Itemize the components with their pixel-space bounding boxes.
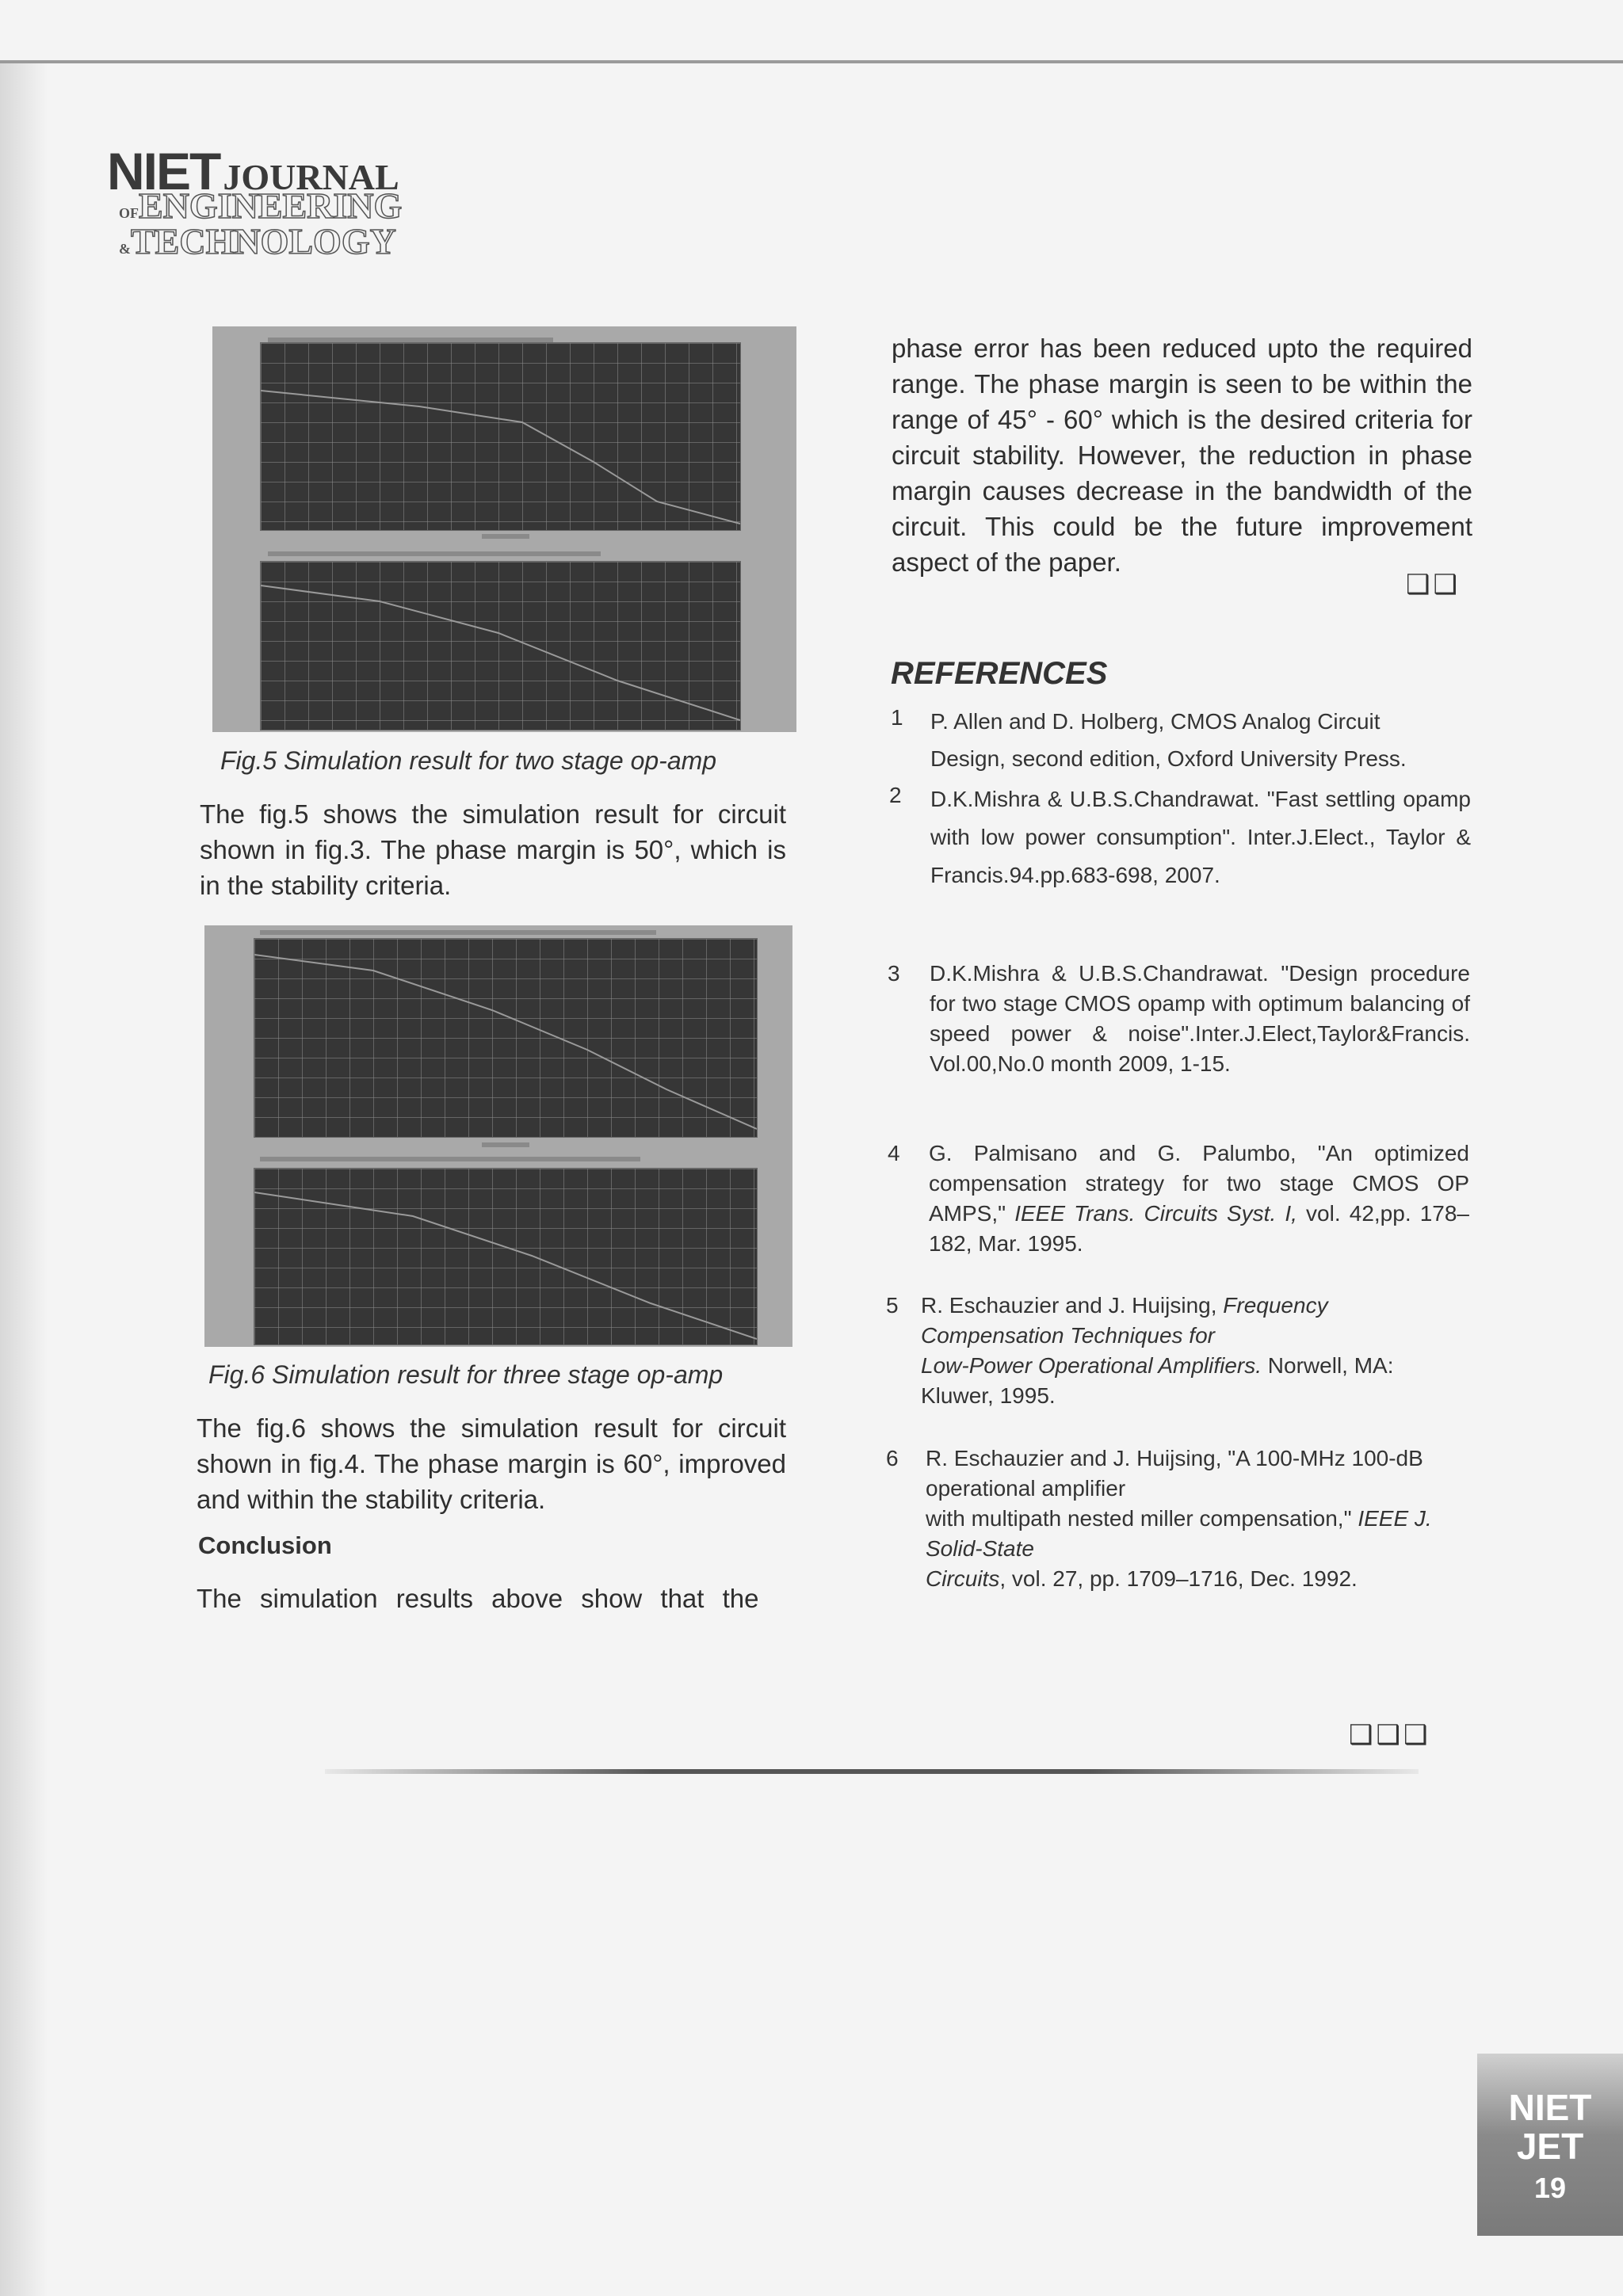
reference-number: 6: [886, 1446, 899, 1470]
reference-6-line1: R. Eschauzier and J. Huijsing, "A 100-MHz 100-dB operational amplifier: [926, 1446, 1423, 1501]
logo-engineering: ENGINEERING: [139, 185, 403, 226]
conclusion-heading: Conclusion: [198, 1531, 332, 1559]
reference-6-journal-2: Circuits: [926, 1566, 1000, 1591]
reference-number: 5: [886, 1293, 899, 1318]
paragraph-fig6: The fig.6 shows the simulation result for circuit shown in fig.4. The phase margin is 60°, improved and within the stability criteria.: [197, 1413, 786, 1514]
reference-number: 1: [891, 705, 903, 730]
paragraph-conclusion: The simulation results above show that the: [197, 1584, 759, 1613]
reference-6: [926, 1444, 1472, 1594]
reference-1-line1: P. Allen and D. Holberg, CMOS Analog Circuit: [930, 709, 1381, 734]
reference-4-journal: IEEE Trans. Circuits Syst. I,: [1014, 1201, 1297, 1226]
bottom-rule: [325, 1769, 1419, 1774]
reference-6-journal-1: IEEE J. Solid-State: [926, 1506, 1432, 1561]
logo-technology-line: [119, 220, 396, 262]
reference-2: D.K.Mishra & U.B.S.Chandrawat. "Fast settling opamp with low power consumption". Inter.J.Elect., Taylor & Francis.94.pp.683-698, 2007.: [930, 787, 1471, 887]
reference-5-title-2: Low-Power Operational Amplifiers.: [921, 1353, 1262, 1378]
page-gutter-shadow: [0, 63, 48, 2296]
badge-niet: NIET: [1508, 2087, 1592, 2128]
page-number: 19: [1533, 2172, 1567, 2204]
fig6-phase-plot: [254, 938, 758, 1138]
references-heading: REFERENCES: [891, 656, 1108, 691]
top-rule: [0, 60, 1623, 63]
end-mark-article: ❑❑❑: [1349, 1720, 1431, 1750]
reference-5-details: Norwell, MA: Kluwer, 1995.: [921, 1353, 1394, 1408]
reference-number: 4: [888, 1141, 900, 1165]
badge-jet: JET: [1516, 2126, 1584, 2167]
figure-6-caption: Fig.6 Simulation result for three stage op-amp: [208, 1360, 724, 1389]
paragraph-phase-error: phase error has been reduced upto the required range. The phase margin is seen to be within the range of 45° - 60° which is the desired criteria for circuit stability. However, the reduction in phase margin causes decrease in the bandwidth of the circuit. This could be the future improvement aspect of the paper.: [892, 334, 1472, 577]
fig5-phase-plot: [260, 342, 741, 531]
reference-number: 3: [888, 961, 900, 986]
reference-4-details: vol. 42,pp. 178–182, Mar. 1995.: [929, 1201, 1470, 1256]
reference-5: [921, 1291, 1469, 1411]
page-badge: [1477, 2054, 1623, 2236]
reference-6-line2: with multipath nested miller compensation,": [926, 1506, 1358, 1531]
reference-number: 2: [889, 783, 902, 807]
reference-5-authors: R. Eschauzier and J. Huijsing,: [921, 1293, 1224, 1318]
fig6-magnitude-plot: [254, 1168, 758, 1345]
logo-technology: TECHNOLOGY: [131, 221, 396, 261]
logo-niet: NIET: [107, 142, 220, 200]
reference-1-line2: Design, second edition, Oxford University Press.: [930, 746, 1407, 771]
logo-amp: &: [119, 241, 131, 257]
reference-6-details: , vol. 27, pp. 1709–1716, Dec. 1992.: [999, 1566, 1358, 1591]
logo-journal: JOURNAL: [223, 157, 399, 197]
paragraph-fig5: The fig.5 shows the simulation result for circuit shown in fig.3. The phase margin is 50°, which is in the stability criteria.: [200, 799, 786, 900]
figure-5-caption: Fig.5 Simulation result for two stage op-amp: [220, 746, 717, 775]
reference-4: [929, 1138, 1469, 1259]
end-mark-paragraph: ❑❑: [1406, 570, 1461, 600]
figure-5-image: [212, 326, 796, 732]
reference-3: D.K.Mishra & U.B.S.Chandrawat. "Design procedure for two stage CMOS opamp with optimum balancing of speed power & noise".Inter.J.Elect,Taylor&Francis. Vol.00,No.0 month 2009, 1-15.: [930, 961, 1470, 1076]
reference-5-title-1: Frequency Compensation Techniques for: [921, 1293, 1328, 1348]
logo-of: OF: [119, 205, 139, 221]
reference-4-authors-title: G. Palmisano and G. Palumbo, "An optimized compensation strategy for two stage CMOS OP AMPS,": [929, 1141, 1469, 1226]
reference-1: [930, 703, 1477, 777]
fig5-magnitude-plot: [260, 561, 741, 730]
figure-6-image: [204, 925, 792, 1347]
